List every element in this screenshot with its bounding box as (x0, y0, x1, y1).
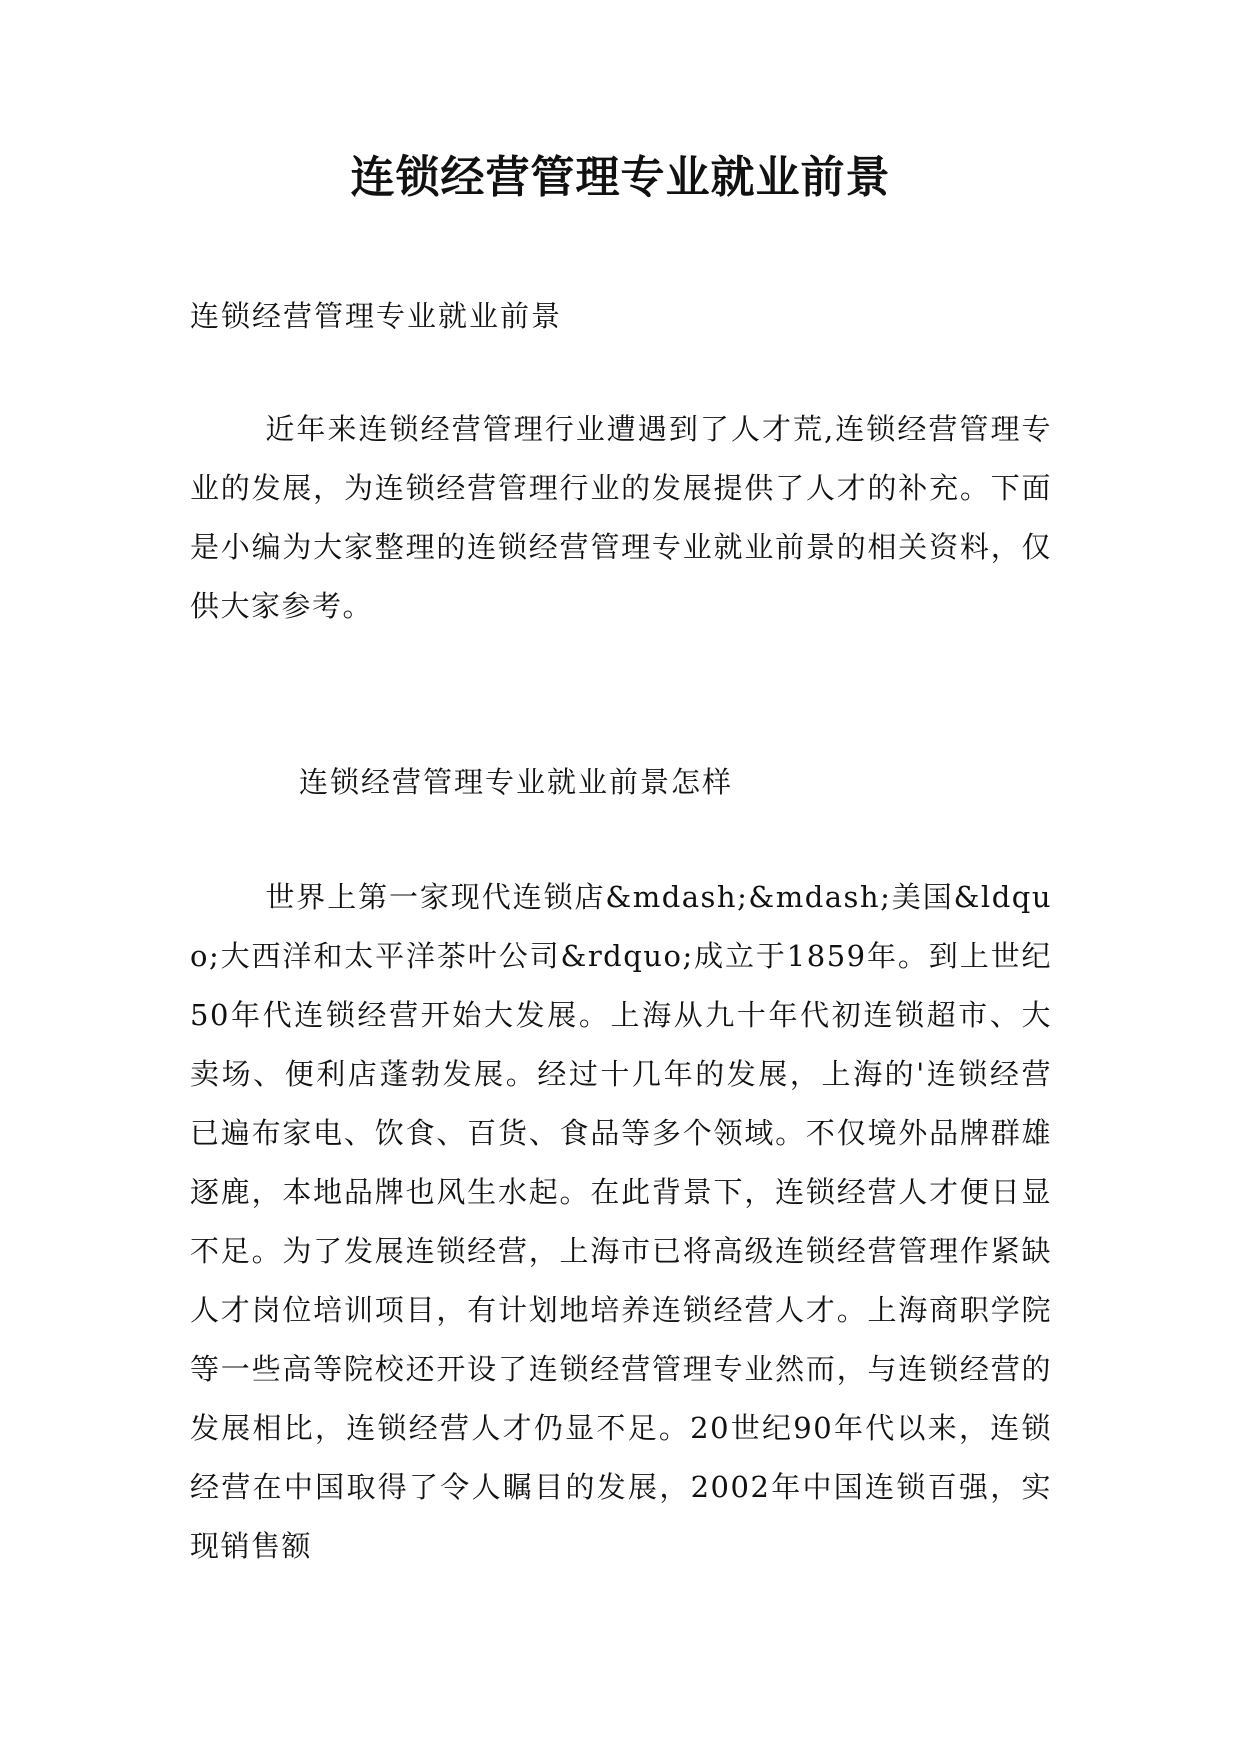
body-paragraph: 世界上第一家现代连锁店&mdash;&mdash;美国&ldquo;大西洋和太平洋茶叶公司&rdquo;成立于1859年。到上世纪50年代连锁经营开始大发展。上海从九十年代初连锁超市、大卖场、便利店蓬勃发展。经过十几年的发展，上海的'连锁经营已遍布家电、饮食、百货、食品等多个领域。不仅境外品牌群雄逐鹿，本地品牌也风生水起。在此背景下，连锁经营人才便日显不足。为了发展连锁经营，上海市已将高级连锁经营管理作紧缺人才岗位培训项目，有计划地培养连锁经营人才。上海商职学院等一些高等院校还开设了连锁经营管理专业然而，与连锁经营的发展相比，连锁经营人才仍显不足。20世纪90年代以来，连锁经营在中国取得了令人瞩目的发展，2002年中国连锁百强，实现销售额 (190, 880, 1052, 1563)
section-heading: 连锁经营管理专业就业前景怎样 (299, 765, 734, 799)
document-subtitle: 连锁经营管理专业就业前景 (190, 299, 563, 333)
intro-paragraph: 近年来连锁经营管理行业遭遇到了人才荒,连锁经营管理专业的发展，为连锁经营管理行业的发展提供了人才的补充。下面是小编为大家整理的连锁经营管理专业就业前景的相关资料，仅供大家参考。 (190, 412, 1052, 623)
document-title: 连锁经营管理专业就业前景 (350, 152, 891, 203)
